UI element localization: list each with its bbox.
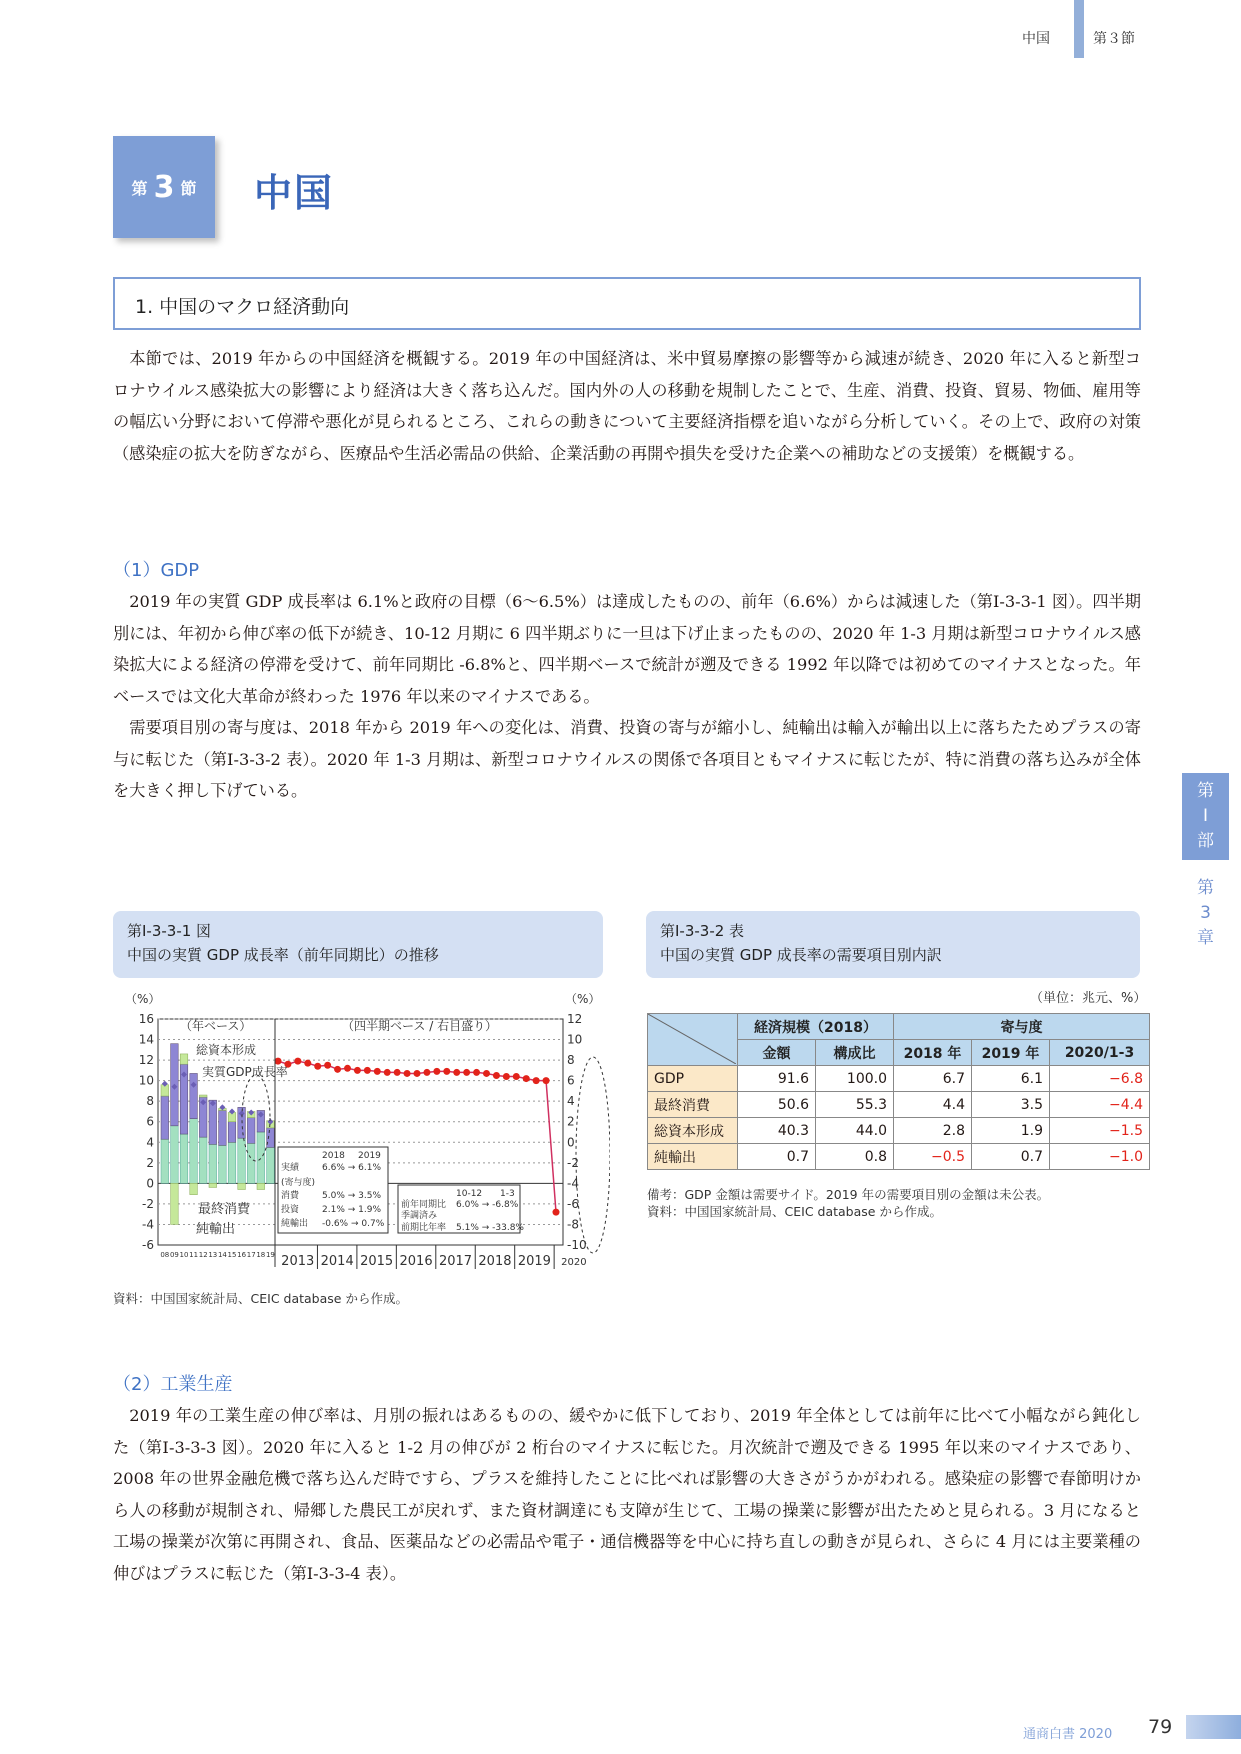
quarterly-point [354,1067,361,1074]
part-tab [1182,773,1229,860]
quarterly-label: （四半期ベース / 右目盛り） [342,1019,498,1033]
col-amount: 金額 [738,1040,816,1066]
annual-tick-label: 15 [227,1251,237,1259]
left-tick-label: -2 [142,1196,154,1211]
label-investment: 総資本形成 [196,1043,257,1057]
quarterly-point [364,1067,371,1074]
box1-r1: 実績 [281,1163,300,1173]
quarterly-point [503,1073,510,1080]
quarterly-point [275,1058,282,1065]
figure1-number: 第Ⅰ-3-3-1 図 [127,922,212,940]
part-tab-3: 部 [1197,831,1214,851]
quarterly-point [443,1068,450,1075]
col-2019: 2019 年 [972,1040,1050,1066]
annual-tick-label: 18 [256,1251,266,1259]
figure1-source: 資料：中国国家統計局、CEIC database から作成。 [113,1291,408,1306]
chapter-tab-2: 3 [1200,903,1211,923]
year-tick-label: 2014 [320,1254,354,1269]
annual-highlight [242,1075,270,1161]
demand-contribution-table [647,1013,1150,1170]
quarterly-point [423,1069,430,1076]
right-tick-label: -10 [567,1238,587,1252]
right-tick-label: 12 [567,1012,583,1026]
right-tick-label: 10 [567,1032,583,1047]
industry-paragraph [113,1400,1141,1589]
table2-unit: （単位：兆元、%） [1030,991,1147,1006]
year-tick-label: 2013 [281,1254,315,1269]
bar-net-exports [190,1183,198,1194]
row-label: 純輸出 [648,1144,738,1170]
heading-text: 1. 中国のマクロ経済動向 [135,296,350,318]
box1-r5: 純輸出 [281,1219,309,1229]
part-tab-2: Ⅰ [1202,806,1208,826]
right-tick-label: -2 [567,1155,579,1170]
bar-consumption [238,1138,246,1183]
chapter-tab [1182,876,1229,951]
year-tick-label: 2020 [561,1257,587,1268]
bar-consumption [267,1147,275,1183]
header-accent-bar [1074,0,1084,58]
quarterly-point [324,1062,331,1069]
annual-tick-label: 09 [169,1251,179,1259]
bar-consumption [190,1119,198,1184]
bar-consumption [199,1137,207,1183]
quarterly-point [553,1209,560,1216]
quarterly-point [543,1077,550,1084]
box1-r3v: 5.0% → 3.5% [322,1191,381,1201]
row-label: 総資本形成 [648,1118,738,1144]
annual-tick-label: 12 [198,1251,208,1259]
year-tick-label: 2016 [399,1254,433,1269]
footer-title: 通商白書 2020 [1023,1727,1113,1742]
bar-consumption [247,1143,255,1183]
quarterly-point [473,1069,480,1076]
quarterly-point [493,1072,500,1079]
table-row [648,1066,1150,1092]
header-contrib: 寄与度 [894,1014,1150,1040]
table2-caption [646,911,1140,978]
left-axis-unit: （%） [125,992,161,1006]
quarterly-point [453,1069,460,1076]
section-prefix: 第 [131,178,148,198]
left-tick-label: 14 [138,1032,154,1047]
cell: −6.8 [1050,1066,1150,1092]
box2-h2: 1-3 [500,1189,515,1199]
annual-tick-label: 19 [265,1251,275,1259]
col-2020q1: 2020/1-3 [1050,1040,1150,1066]
footer-accent-bar [1186,1715,1241,1739]
left-tick-label: 12 [138,1053,154,1068]
cell: 4.4 [894,1092,972,1118]
heading-box [113,277,1141,330]
bar-net-exports [180,1054,188,1064]
row-label: 最終消費 [648,1092,738,1118]
annual-label: （年ベース） [180,1019,252,1033]
section-title: 中国 [254,171,335,215]
quarterly-point [513,1073,520,1080]
cell: 6.1 [972,1066,1050,1092]
table-row [648,1118,1150,1144]
cell: 6.7 [894,1066,972,1092]
quarterly-point [344,1065,351,1072]
left-tick-label: 2 [146,1155,154,1170]
table-row [648,1092,1150,1118]
bar-net-exports [199,1095,207,1097]
left-tick-label: 6 [146,1114,154,1129]
cell: 44.0 [816,1118,894,1144]
annual-tick-label: 10 [179,1251,189,1259]
bar-investment [267,1128,275,1148]
bar-investment [228,1122,236,1143]
gdp-growth-chart [110,985,610,1285]
quarterly-point [394,1069,401,1076]
box1-r4v: 2.1% → 1.9% [322,1205,381,1215]
year-tick-label: 2015 [360,1254,394,1269]
right-tick-label: -8 [567,1217,579,1232]
box2-h1: 10-12 [456,1189,483,1199]
quarterly-point [294,1058,301,1065]
left-tick-label: 8 [146,1094,154,1109]
left-tick-label: -6 [142,1238,154,1252]
cell: −0.5 [894,1144,972,1170]
quarterly-point [523,1075,530,1082]
cell: 0.7 [972,1144,1050,1170]
annotation-box-1 [278,1147,388,1233]
industry-text: 2019 年の工業生産の伸び率は、月別の振れはあるものの、緩やかに低下しており、2019 年全体としては前年に比べて小幅ながら鈍化した（第Ⅰ-3-3-3 図）。2020 年に入ると 1-2 月の伸びが 2 桁台のマイナスに転じた。月次統計で遡及できる 1995 年以来のマイナスであり、2008 年の世界金融危機で落ち込んだ時ですら、プラスを維持したことに比べれば影響の大きさがうかがわれる。感染症の影響で春節明けから人の移動が規制され、帰郷した農民工が戻れず、また資材調達にも支障が生じて、工場の操業に影響が出たためと見られる。3 月になると工場の操業が次第に再開され、食品、医薬品などの必需品や電子・通信機器等を中心に持ち直しの動きが見られ、さらに 4 月には主要業種の伸びはプラスに転じた（第Ⅰ-3-3-4 表）。 [113,1406,1141,1583]
box2-r2: 季調済み [401,1211,438,1221]
section-number: 3 [153,169,175,205]
cell: 50.6 [738,1092,816,1118]
quarterly-point [463,1069,470,1076]
cell: 55.3 [816,1092,894,1118]
bar-consumption [257,1132,265,1183]
cell: 2.8 [894,1118,972,1144]
intro-text: 本節では、2019 年からの中国経済を概観する。2019 年の中国経済は、米中貿易摩擦の影響等から減速が続き、2020 年に入ると新型コロナウイルス感染拡大の影響により経済は大きく落ち込んだ。国内外の人の移動を規制したことで、生産、消費、投資、貿易、物価、雇用等の幅広い分野において停滞や悪化が見られるところ、これらの動きについて主要経済指標を追いながら分析していく。その上で、政府の対策（感染症の拡大を防ぎながら、医療品や生活必需品の供給、企業活動の再開や損失を受けた企業への補助などの支援策）を概観する。 [113,349,1141,463]
quarterly-point [414,1070,421,1077]
gdp-paragraphs [113,586,1141,807]
cell: 91.6 [738,1066,816,1092]
quarterly-point [384,1069,391,1076]
year-tick-label: 2017 [438,1254,473,1269]
annual-tick-label: 13 [208,1251,218,1259]
box1-r4: 投資 [281,1205,300,1215]
quarterly-point [374,1068,381,1075]
left-tick-label: -4 [142,1217,154,1232]
header-scale: 経済規模（2018） [738,1014,894,1040]
bar-investment [190,1073,198,1118]
box1-r1v: 6.6% → 6.1% [322,1163,381,1173]
bar-investment [209,1100,217,1144]
section-number-box [113,136,215,238]
gdp-text-1: 2019 年の実質 GDP 成長率は 6.1%と政府の目標（6～6.5%）は達成したものの、前年（6.6%）からは減速した（第Ⅰ-3-3-1 図）。四半期別には、年初から伸び率の低下が続き、10-12 月期に 6 四半期ぶりに一旦は下げ止まったものの、2020 年 1-3 月期は新型コロナウイルス感染拡大による経済の停滞を受けて、前年同期比 -6.8%と、四半期ベースで統計が遡及できる 1992 年以降では初めてのマイナスとなった。年ベースでは文化大革命が終わった 1976 年以来のマイナスである。 [113,592,1141,706]
header-country: 中国 [1022,31,1050,47]
annotation-box-2 [398,1185,524,1233]
gdp-text-2: 需要項目別の寄与度は、2018 年から 2019 年への変化は、消費、投資の寄与が縮小し、純輸出は輸入が輸出以上に落ちたためプラスの寄与に転じた（第Ⅰ-3-3-2 表）。2020 年 1-3 月期は、新型コロナウイルスの関係で各項目ともマイナスに転じたが、特に消費の落ち込みが全体を大きく押し下げている。 [113,718,1141,800]
table2-note: 備考：GDP 金額は需要サイド。2019 年の需要項目別の金額は未公表。 [647,1187,1050,1202]
cell: 0.7 [738,1144,816,1170]
subheading-industry: （2）工業生産 [113,1374,233,1395]
table-corner-cell [648,1014,738,1066]
bar-consumption [209,1144,217,1183]
figure1-title: 中国の実質 GDP 成長率（前年同期比）の推移 [127,946,439,964]
annual-tick-label: 14 [217,1251,227,1259]
right-tick-label: -4 [567,1176,579,1191]
left-tick-label: 10 [138,1073,154,1088]
annual-tick-label: 16 [237,1251,247,1259]
box2-r3v: 5.1% → -33.8% [456,1223,524,1233]
intro-paragraph [113,343,1141,469]
header-section: 第３節 [1093,31,1135,47]
bar-net-exports [238,1183,246,1189]
col-share: 構成比 [816,1040,894,1066]
bar-consumption [180,1134,188,1183]
right-tick-label: 8 [567,1053,575,1068]
cell: −4.4 [1050,1092,1150,1118]
bar-investment [247,1118,255,1144]
year-tick-label: 2019 [517,1254,551,1269]
part-tab-1: 第 [1197,781,1214,801]
chapter-tab-3: 章 [1197,928,1214,948]
bar-net-exports [257,1183,265,1189]
right-tick-label: 6 [567,1073,575,1088]
annual-tick-label: 17 [246,1251,256,1259]
table2-number: 第Ⅰ-3-3-2 表 [660,922,745,940]
col-2018: 2018 年 [894,1040,972,1066]
cell: 40.3 [738,1118,816,1144]
quarterly-point [483,1070,490,1077]
quarterly-point [334,1066,341,1073]
cell: 1.9 [972,1118,1050,1144]
bar-investment [219,1110,227,1145]
box2-r1v: 6.0% → -6.8% [456,1200,519,1210]
bar-consumption [228,1142,236,1183]
box1-r3: 消費 [281,1191,300,1201]
bar-net-exports [171,1183,179,1224]
right-tick-label: 2 [567,1114,575,1129]
bar-consumption [171,1126,179,1184]
cell: 0.8 [816,1144,894,1170]
bar-consumption [161,1139,169,1183]
page-number: 79 [1148,1716,1173,1738]
cell: 3.5 [972,1092,1050,1118]
year-tick-label: 2018 [478,1254,512,1269]
quarterly-highlight [576,1057,610,1253]
right-tick-label: 0 [567,1135,575,1150]
box1-h2: 2019 [358,1151,381,1161]
cell: −1.5 [1050,1118,1150,1144]
box1-r5v: -0.6% → 0.7% [322,1219,385,1229]
table-row [648,1144,1150,1170]
quarterly-point [433,1068,440,1075]
label-consumption: 最終消費 [198,1202,251,1217]
quarterly-point [304,1060,311,1067]
annual-tick-label: 11 [189,1251,199,1259]
section-suffix: 節 [180,178,197,198]
cell: −1.0 [1050,1144,1150,1170]
chapter-tab-1: 第 [1197,878,1214,898]
right-tick-label: -6 [567,1196,579,1211]
box2-r3: 前期比年率 [401,1223,447,1233]
row-label: GDP [648,1066,738,1092]
subheading-gdp: （1）GDP [113,560,200,581]
left-tick-label: 0 [146,1176,154,1191]
annual-tick-label: 08 [160,1251,170,1259]
box2-r1: 前年同期比 [401,1200,447,1210]
label-gdp: 実質GDP成長率 [202,1065,288,1079]
right-axis-unit: （%） [565,992,601,1006]
bar-net-exports [209,1183,217,1187]
bar-consumption [219,1145,227,1183]
left-tick-label: 16 [138,1012,154,1026]
box1-r2: (寄与度) [281,1178,316,1188]
table2-source: 資料：中国国家統計局、CEIC database から作成。 [647,1204,942,1219]
cell: 100.0 [816,1066,894,1092]
right-tick-label: 4 [567,1094,575,1109]
figure1-caption [113,911,603,978]
quarterly-point [533,1077,540,1084]
table2-title: 中国の実質 GDP 成長率の需要項目別内訳 [660,946,942,964]
box1-h1: 2018 [322,1151,345,1161]
quarterly-point [404,1070,411,1077]
bar-investment [161,1096,169,1139]
quarterly-point [314,1063,321,1070]
left-tick-label: 4 [146,1135,154,1150]
label-net-exports: 純輸出 [196,1222,236,1237]
